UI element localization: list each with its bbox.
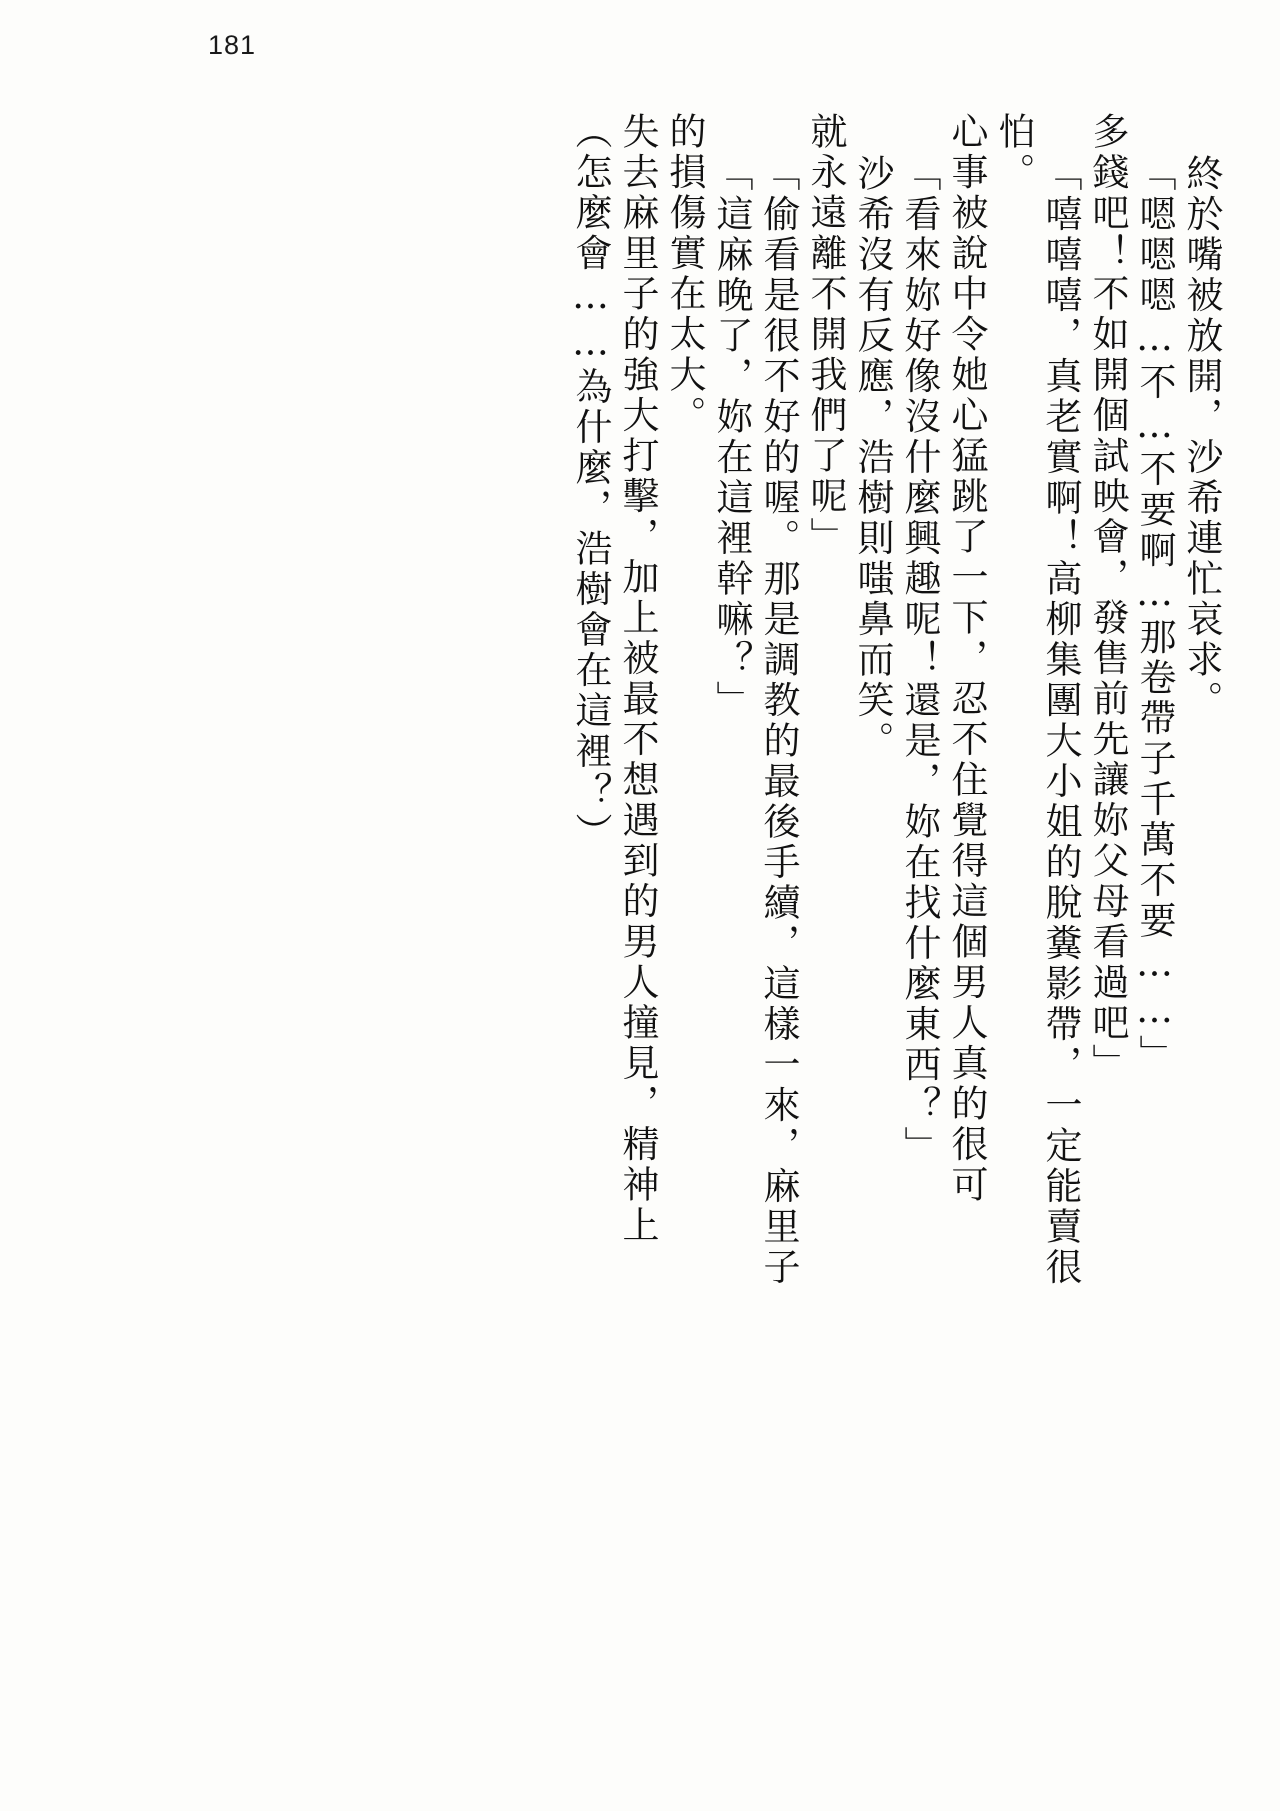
text-column: （怎麼會……為什麼，浩樹會在這裡？） (569, 112, 612, 853)
text-column: 「嗯嗯嗯…不…不要啊…那卷帶子千萬不要……」 (1133, 154, 1176, 1075)
text-column: 「嘻嘻嘻，真老實啊！高柳集團大小姐的脫糞影帶，一定能賣很 (1039, 154, 1082, 1288)
text-column: 「偷看是很不好的喔。那是調教的最後手續，這樣一來，麻里子 (757, 154, 800, 1288)
text-column: 「看來妳好像沒什麼興趣呢！還是，妳在找什麼東西？」 (898, 154, 941, 1167)
text-column: 終於嘴被放開，沙希連忙哀求。 (1180, 154, 1223, 721)
text-column: 「這麻晚了，妳在這裡幹嘛？」 (710, 154, 753, 721)
text-column: 怕。 (992, 112, 1035, 193)
text-column: 失去麻里子的強大打擊，加上被最不想遇到的男人撞見，精神上 (616, 112, 659, 1246)
text-column: 心事被說中令她心猛跳了一下，忍不住覺得這個男人真的很可 (945, 112, 988, 1206)
page-number: 181 (208, 30, 257, 60)
text-column: 多錢吧！不如開個試映會，發售前先讓妳父母看過吧」 (1086, 112, 1129, 1084)
text-column: 沙希沒有反應，浩樹則嗤鼻而笑。 (851, 154, 894, 762)
vertical-text-body (562, 112, 1223, 1672)
text-column: 的損傷實在太大。 (663, 112, 706, 436)
text-column: 就永遠離不開我們了呢」 (804, 112, 847, 558)
